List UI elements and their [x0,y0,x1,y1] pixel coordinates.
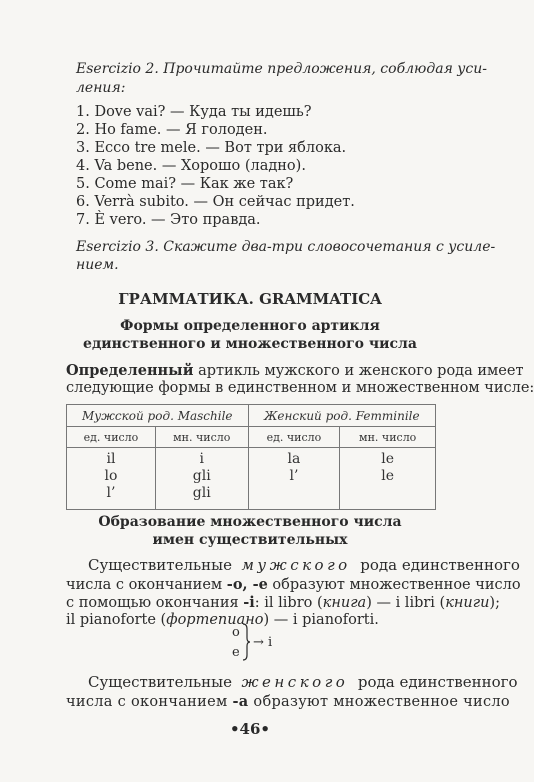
exercise-2-line-1: Esercizio 2. Прочитайте предложения, соблюдая уси- [76,61,488,77]
article-il: il [106,451,116,467]
fem-singular-cell [248,448,340,510]
article-lo: lo [104,468,118,484]
article-le: le [381,468,395,484]
sentence-3: 3. Ecco tre mele. — Вот три яблока. [76,140,347,156]
subtitle-articles-line-2: единственного и множественного числа [83,336,417,352]
subtitle-plural-line-1: Образование множественного числа [98,514,402,530]
paragraph-1-line-2: следующие формы в единственном и множественном числе: [66,380,534,396]
masc-plural-header: мн. число [155,427,248,448]
masc-singular-cell [67,448,156,510]
masc-plural-cell [155,448,248,510]
section-title: ГРАММАТИКА. GRAMMATICA [118,290,382,308]
article-table [66,404,436,510]
paragraph-1-line-1: Определенный артикль мужского и женского рода имеет [66,362,524,379]
ending-e: e [232,645,240,660]
exercise-3-line-2: нием. [76,257,119,273]
sentence-2: 2. Ho fame. — Я голоден. [76,122,268,138]
paragraph-2-line-2: числа с окончанием -о, -е образуют множественное число [66,576,521,593]
article-l-apostrophe: l’ [289,468,299,484]
curly-brace-icon [241,623,251,661]
ending-o: o [232,625,240,640]
exercise-3-line-1: Esercizio 3. Скажите два-три словосочетания с усиле- [76,239,496,255]
paragraph-2-line-3: с помощью окончания -i: il libro (книга) — i libri (книги); [66,594,500,611]
masculine-header: Мужской род. Maschile [67,405,249,427]
page-number: •46• [229,720,271,738]
paragraph-3-line-2: числа с окончанием -а образуют множественное число [66,693,510,710]
paragraph-2-line-1: Существительные мужского рода единственного [88,556,520,574]
sentence-6: 6. Verrà subito. — Он сейчас придет. [76,194,355,210]
sentence-1: 1. Dove vai? — Куда ты идешь? [76,104,312,120]
feminine-header: Женский род. Femminile [248,405,435,427]
fem-plural-cell [340,448,436,510]
article-la: la [287,451,301,467]
article-le: le [381,451,395,467]
ending-result: → i [253,635,273,650]
fem-plural-header: мн. число [340,427,436,448]
sentence-5: 5. Come mai? — Как же так? [76,176,294,192]
subtitle-articles-line-1: Формы определенного артикля [120,318,380,334]
paragraph-2-line-4: il pianoforte (фортепиано) — i pianoforti. [66,612,379,628]
masc-singular-header: ед. число [67,427,156,448]
sentence-4: 4. Va bene. — Хорошо (ладно). [76,158,306,174]
fem-singular-header: ед. число [248,427,340,448]
article-gli: gli [192,485,211,501]
article-gli: gli [192,468,211,484]
subtitle-plural-line-2: имен существительных [152,532,348,548]
article-i: i [199,451,204,467]
sentence-7: 7. È vero. — Это правда. [76,212,261,228]
paragraph-3-line-1: Существительные женского рода единственного [88,673,518,691]
exercise-2-line-2: ления: [76,80,126,96]
article-l-apostrophe: l’ [106,485,116,501]
